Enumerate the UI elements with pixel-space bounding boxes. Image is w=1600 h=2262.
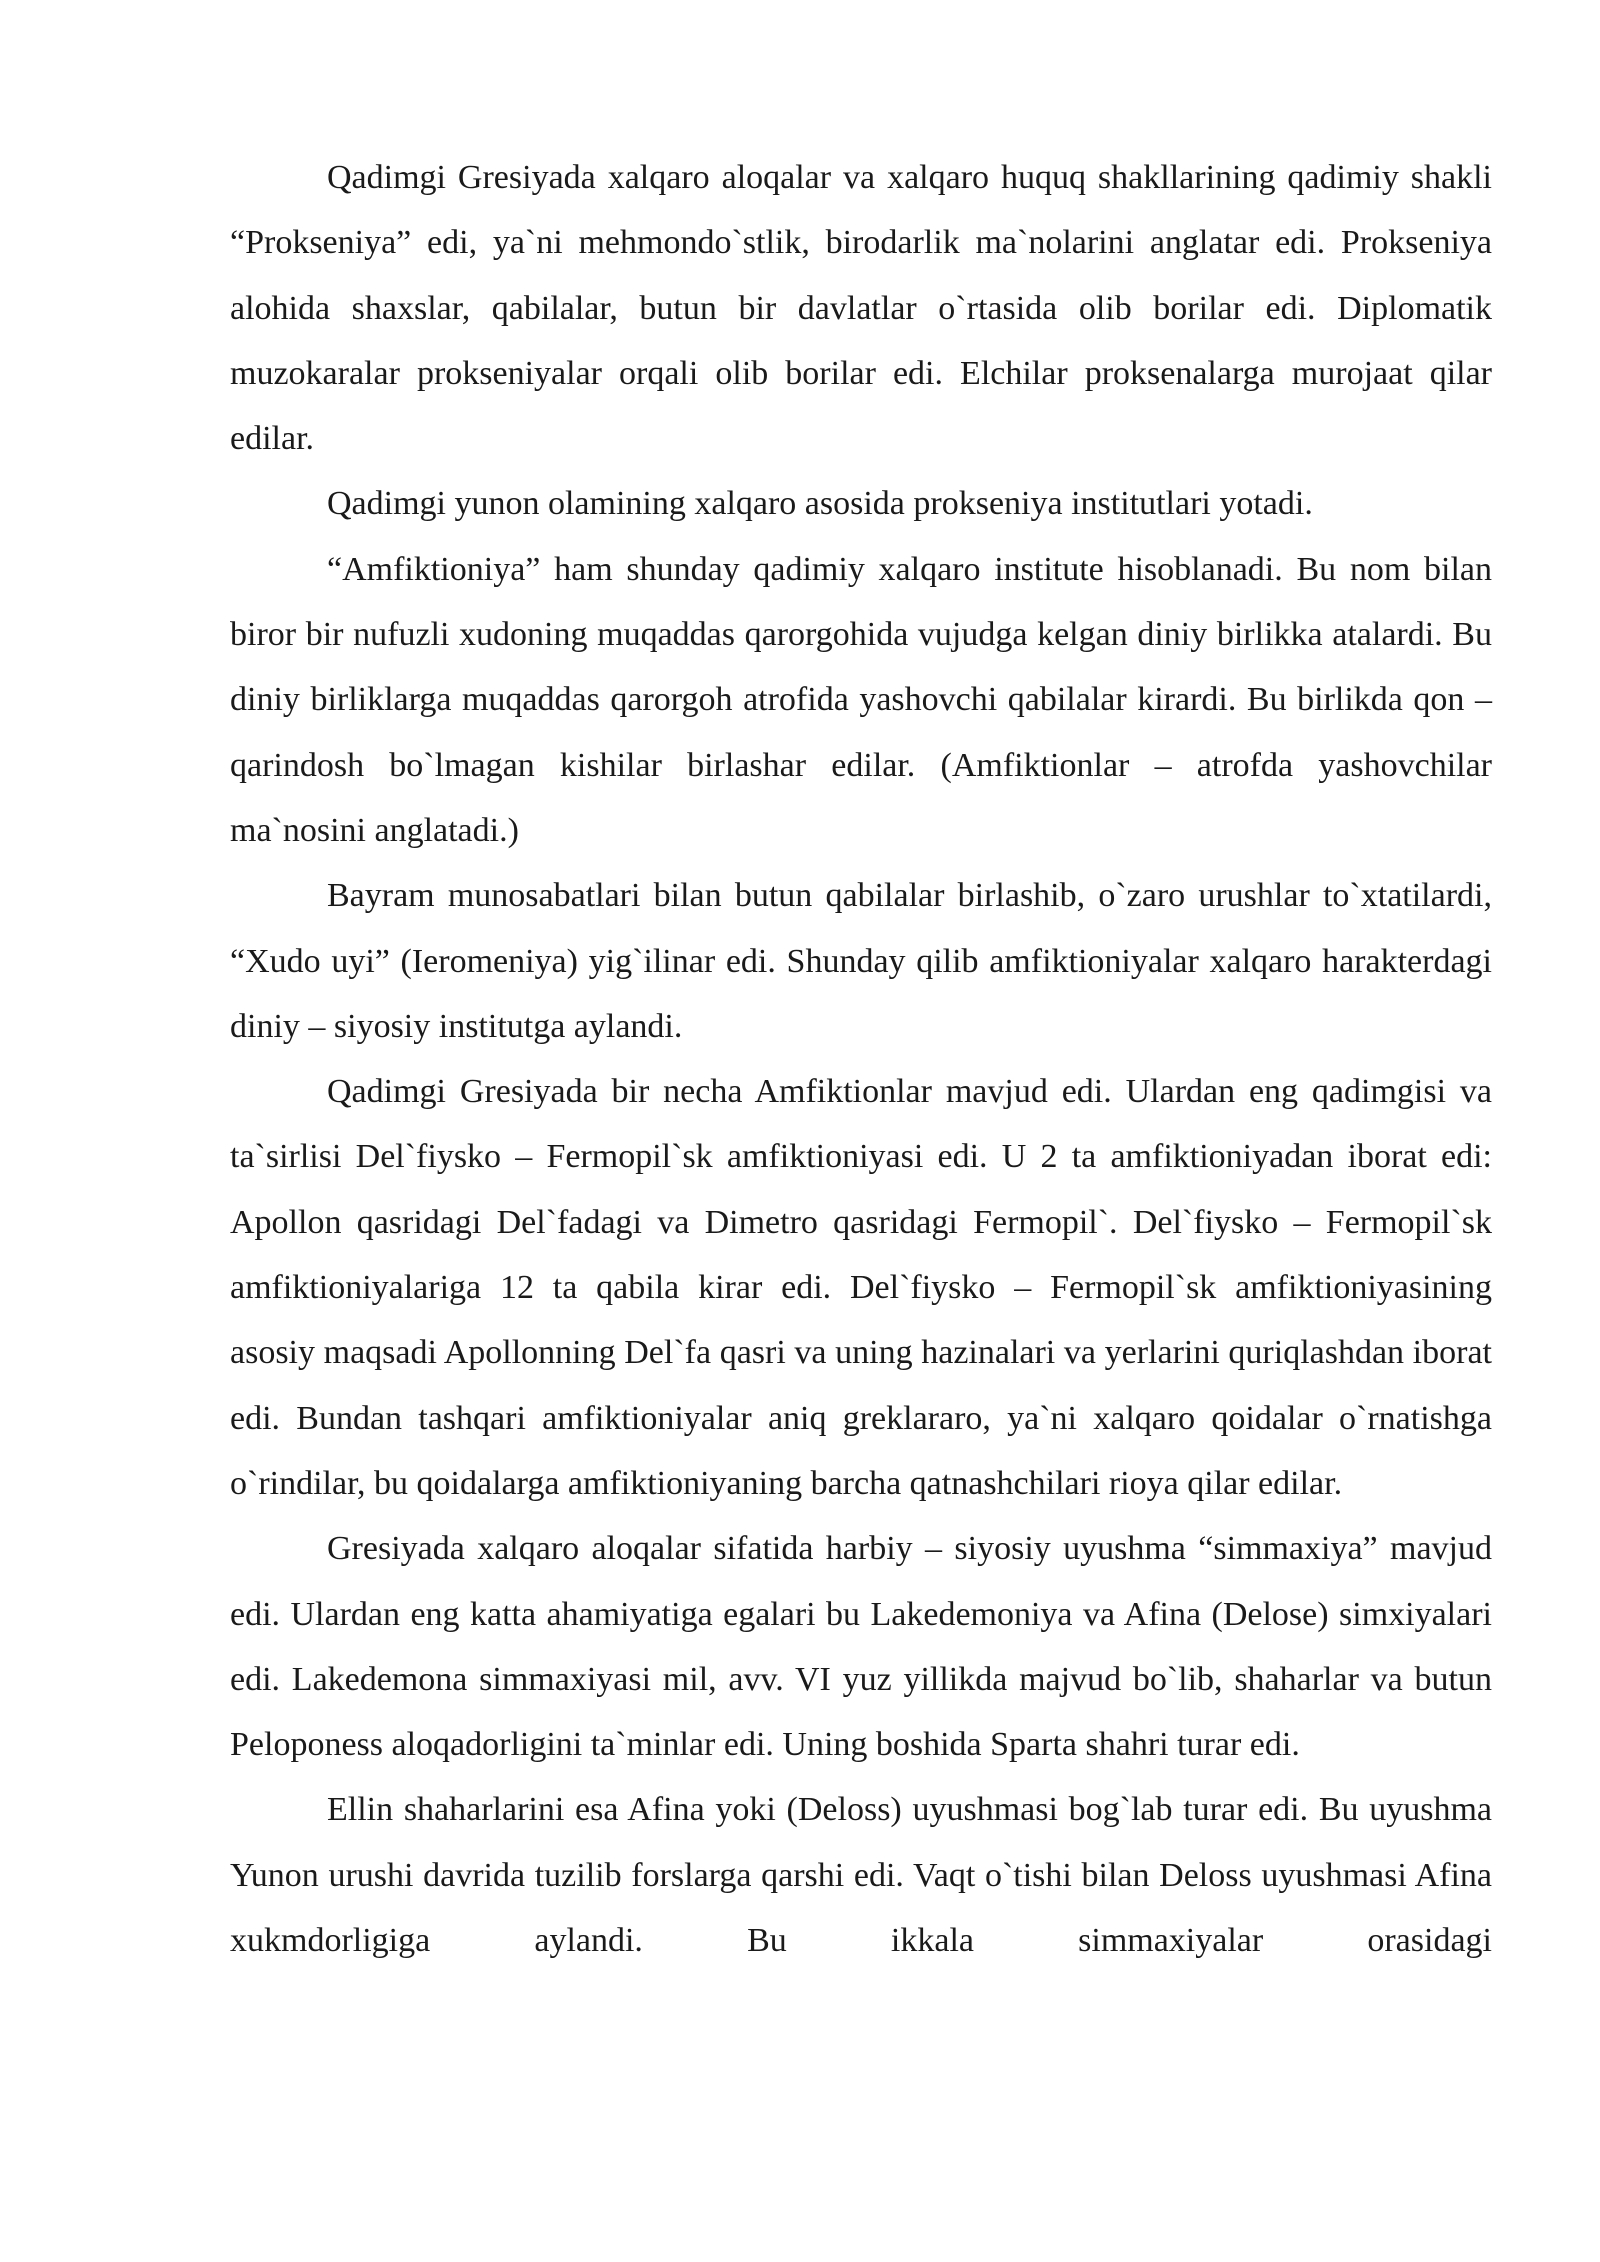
paragraph-delphic-amphictyony: Qadimgi Gresiyada bir necha Amfiktionlar mavjud edi. Ulardan eng qadimgisi va ta`sirlisi Del`fiysko – Fermopil`sk amfiktioniyasi edi. U 2 ta amfiktioniyadan iborat edi: Apollon qasridagi Del`fadagi va Dimetro qasridagi Fermopil`. Del`fiysko – Fermopil`sk amfiktioniyalariga 12 ta qabila kirar edi. Del`fiysko – Fermopil`sk amfiktioniyasining asosiy maqsadi Apollonning Del`fa qasri va uning hazinalari va yerlarini quriqlashdan iborat edi. Bundan tashqari amfiktioniyalar aniq greklararo, ya`ni xalqaro qoidalar o`rnatishga o`rindilar, bu qoidalarga amfiktioniyaning barcha qatnashchilari rioya qilar edilar. [230, 1073, 1492, 1502]
document-page [230, 145, 1492, 1973]
paragraph-greek-world: Qadimgi yunon olamining xalqaro asosida prokseniya institutlari yotadi. [327, 485, 1313, 523]
paragraph-delian-league: Ellin shaharlarini esa Afina yoki (Deloss) uyushmasi bog`lab turar edi. Bu uyushma Yunon urushi davrida tuzilib forslarga qarshi edi. Vaqt o`tishi bilan Deloss uyushmasi Afina xukmdorligiga aylandi. Bu ikkala simmaxiyalar orasidagi [230, 1791, 1492, 1960]
paragraph-festivals: Bayram munosabatlari bilan butun qabilalar birlashib, o`zaro urushlar to`xtatilardi, “Xudo uyi” (Ieromeniya) yig`ilinar edi. Shunday qilib amfiktioniyalar xalqaro harakterdagi diniy – siyosiy institutga aylandi. [230, 877, 1492, 1045]
paragraph-symmachy: Gresiyada xalqaro aloqalar sifatida harbiy – siyosiy uyushma “simmaxiya” mavjud edi. Ulardan eng katta ahamiyatiga egalari bu Lakedemoniya va Afina (Delose) simxiyalari edi. Lakedemona simmaxiyasi mil, avv. VI yuz yillikda majvud bo`lib, shaharlar va butun Peloponess aloqadorligini ta`minlar edi. Uning boshida Sparta shahri turar edi. [230, 1530, 1492, 1764]
paragraph-proxenia: Qadimgi Gresiyada xalqaro aloqalar va xalqaro huquq shakllarining qadimiy shakli “Prokseniya” edi, ya`ni mehmondo`stlik, birodarlik ma`nolarini anglatar edi. Prokseniya alohida shaxslar, qabilalar, butun bir davlatlar o`rtasida olib borilar edi. Diplomatik muzokaralar prokseniyalar orqali olib borilar edi. Elchilar proksenalarga murojaat qilar edilar. [230, 159, 1492, 458]
paragraph-amphictyony: “Amfiktioniya” ham shunday qadimiy xalqaro institute hisoblanadi. Bu nom bilan biror bir nufuzli xudoning muqaddas qarorgohida vujudga kelgan diniy birlikka atalardi. Bu diniy birliklarga muqaddas qarorgoh atrofida yashovchi qabilalar kirardi. Bu birlikda qon – qarindosh bo`lmagan kishilar birlashar edilar. (Amfiktionlar – atrofda yashovchilar ma`nosini anglatadi.) [230, 550, 1492, 849]
